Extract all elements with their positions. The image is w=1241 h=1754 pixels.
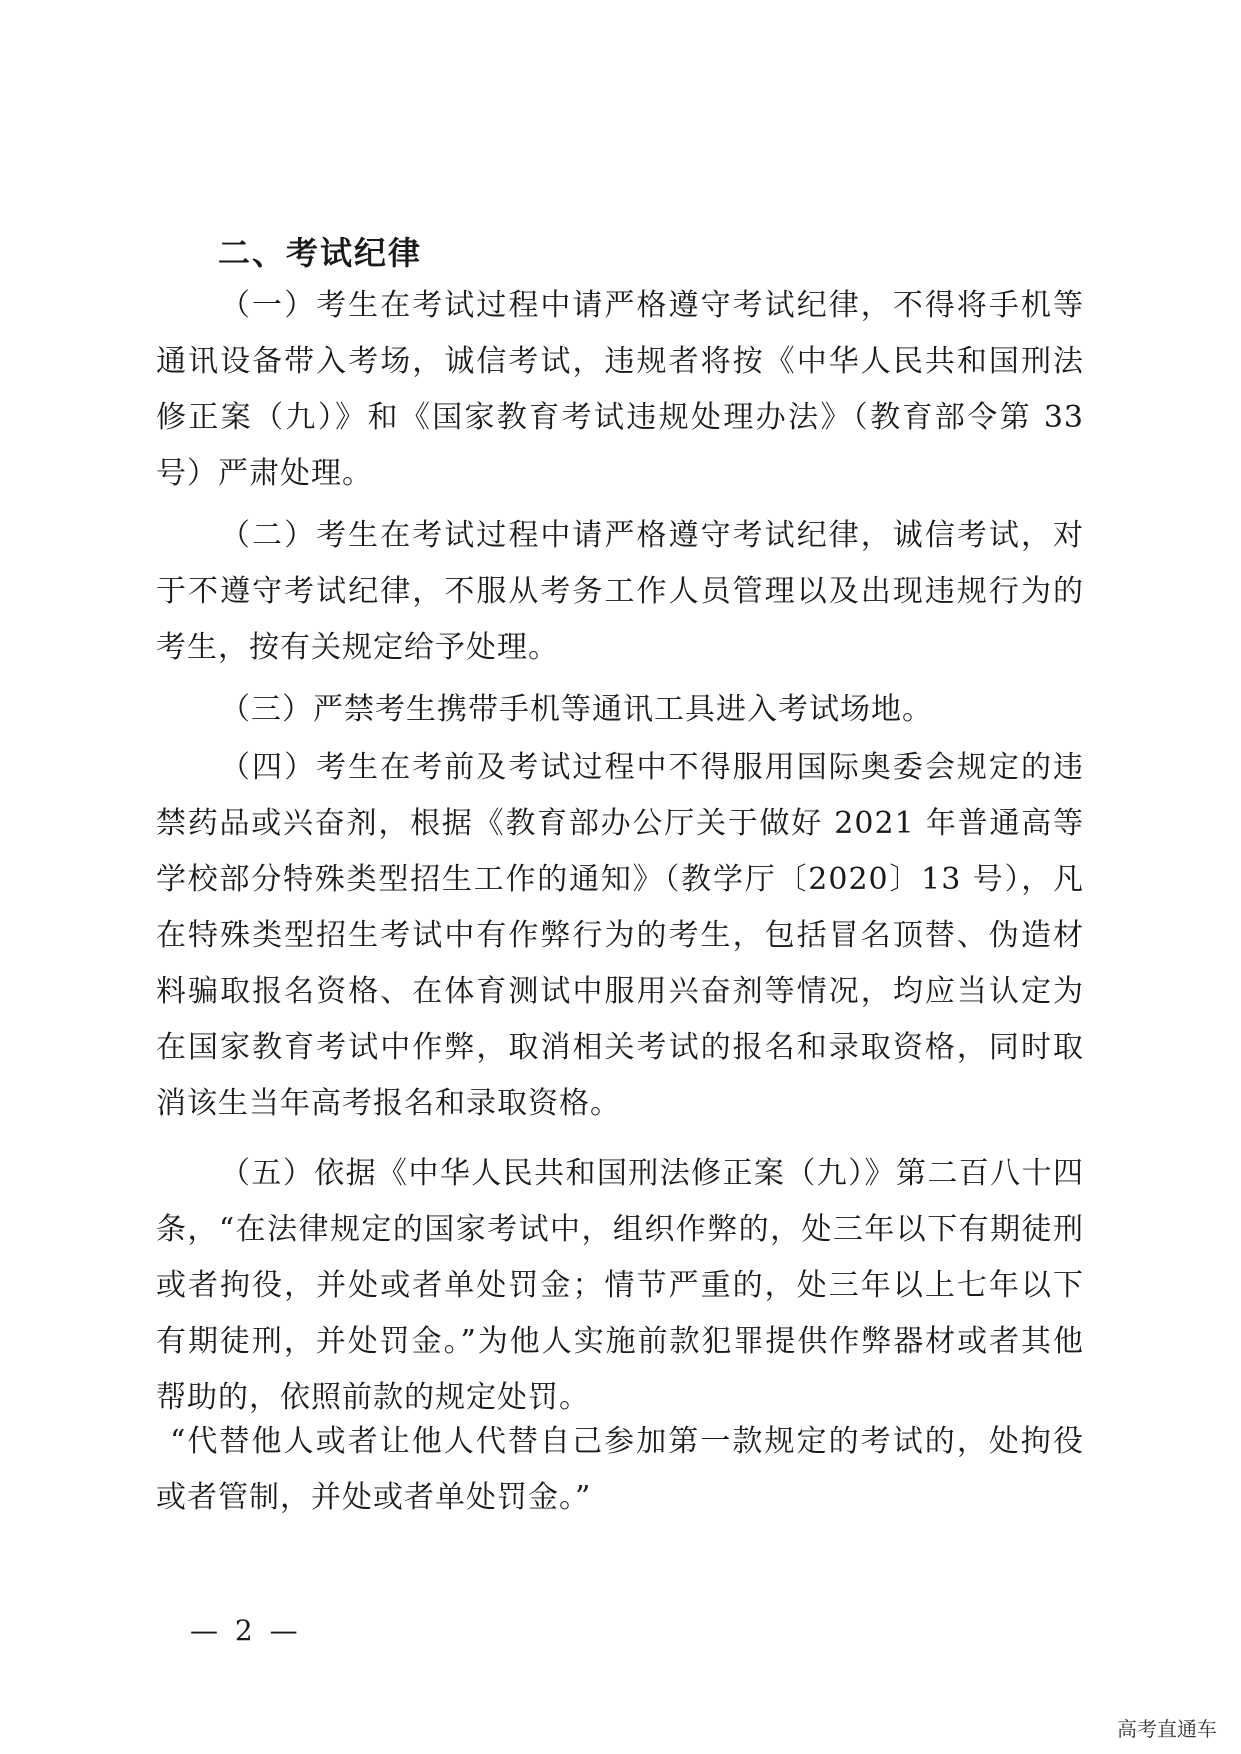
paragraph-6-quote: “代替他人或者让他人代替自己参加第一款规定的考试的，处拘役或者管制，并处或者单处罚金。”: [156, 1424, 1084, 1515]
page-number: — 2 —: [190, 1614, 302, 1647]
section-heading: 二、考试纪律: [218, 234, 423, 272]
watermark: 高考直通车: [1117, 1717, 1217, 1741]
paragraph-1: （一）考生在考试过程中请严格遵守考试纪律，不得将手机等通讯设备带入考场，诚信考试，违规者将按《中华人民共和国刑法修正案（九）》和《国家教育考试违规处理办法》（教育部令第 33 号）严肃处理。: [156, 288, 1084, 491]
paragraph-2: （二）考生在考试过程中请严格遵守考试纪律，诚信考试，对于不遵守考试纪律，不服从考务工作人员管理以及出现违规行为的考生，按有关规定给予处理。: [156, 518, 1084, 665]
paragraph-4: （四）考生在考前及考试过程中不得服用国际奥委会规定的违禁药品或兴奋剂，根据《教育部办公厅关于做好 2021 年普通高等学校部分特殊类型招生工作的通知》（教学厅〔2020〕13 号），凡在特殊类型招生考试中有作弊行为的考生，包括冒名顶替、伪造材料骗取报名资格、在体育测试中服用兴奋剂等情况，均应当认定为在国家教育考试中作弊，取消相关考试的报名和录取资格，同时取消该生当年高考报名和录取资格。: [156, 750, 1084, 1121]
paragraph-3: （三）严禁考生携带手机等通讯工具进入考试场地。: [220, 692, 933, 727]
paragraph-5: （五）依据《中华人民共和国刑法修正案（九）》第二百八十四条，“在法律规定的国家考试中，组织作弊的，处三年以下有期徒刑或者拘役，并处或者单处罚金；情节严重的，处三年以上七年以下有期徒刑，并处罚金。”为他人实施前款犯罪提供作弊器材或者其他帮助的，依照前款的规定处罚。: [156, 1156, 1084, 1415]
